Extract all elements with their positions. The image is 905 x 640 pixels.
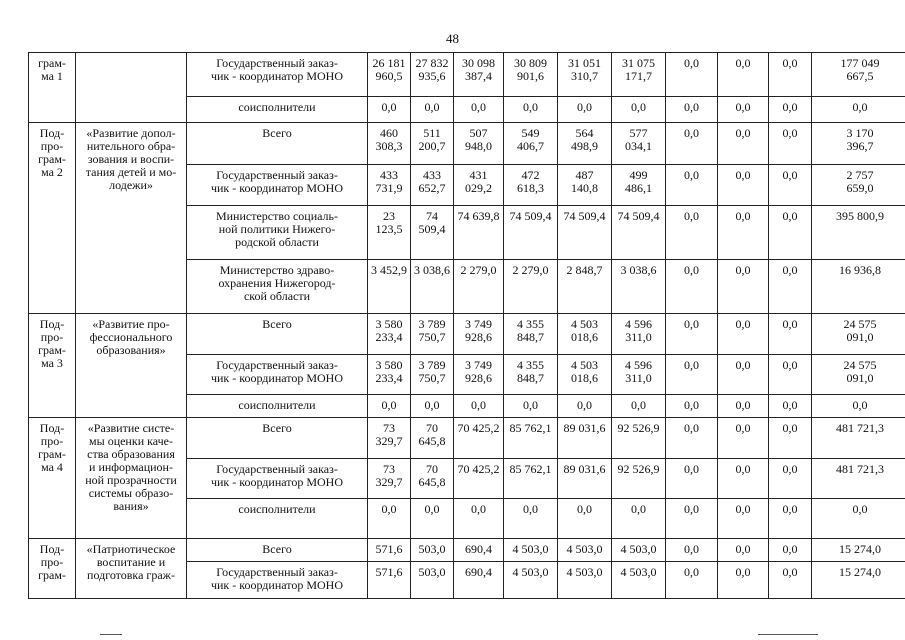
value-cell: 0,0 xyxy=(718,123,769,165)
executor-cell: Государственный заказ- чик - координатор МОНО xyxy=(187,459,368,499)
value-cell: 0,0 xyxy=(368,499,411,539)
value-cell: 472 618,3 xyxy=(504,165,558,206)
value-cell: 0,0 xyxy=(558,395,612,418)
table-row xyxy=(29,418,905,459)
value-cell: 0,0 xyxy=(769,97,812,123)
value-cell: 16 936,8 xyxy=(812,260,905,314)
subprogram-cell: грам- ма 1 xyxy=(29,53,76,123)
subprogram-cell: Под- про- грам- ма 2 xyxy=(29,123,76,314)
value-cell: 0,0 xyxy=(368,395,411,418)
value-cell: 0,0 xyxy=(666,97,718,123)
value-cell: 0,0 xyxy=(769,314,812,355)
value-cell: 0,0 xyxy=(769,53,812,97)
value-cell: 0,0 xyxy=(666,539,718,562)
value-cell: 4 503 018,6 xyxy=(558,314,612,355)
subprogram-name-cell: «Развитие про- фессионального образования» xyxy=(76,314,187,418)
value-cell: 24 575 091,0 xyxy=(812,355,905,395)
value-cell: 0,0 xyxy=(666,123,718,165)
value-cell: 0,0 xyxy=(504,97,558,123)
table-row xyxy=(29,314,905,355)
subprogram-name-cell: «Развитие допол- нительного обра- зования и воспи- тания детей и мо- лодежи» xyxy=(76,123,187,314)
value-cell: 23 123,5 xyxy=(368,206,411,260)
value-cell: 4 503,0 xyxy=(558,562,612,599)
value-cell: 499 486,1 xyxy=(612,165,666,206)
value-cell: 0,0 xyxy=(769,260,812,314)
subprogram-name-cell: «Патриотическое воспитание и подготовка граж- xyxy=(76,539,187,599)
executor-cell: Государственный заказ- чик - координатор МОНО xyxy=(187,562,368,599)
value-cell: 0,0 xyxy=(666,260,718,314)
value-cell: 92 526,9 xyxy=(612,418,666,459)
subprogram-cell: Под- про- грам- ма 4 xyxy=(29,418,76,539)
value-cell: 0,0 xyxy=(666,206,718,260)
value-cell: 0,0 xyxy=(718,355,769,395)
value-cell: 0,0 xyxy=(812,395,905,418)
value-cell: 3 749 928,6 xyxy=(454,355,504,395)
value-cell: 4 503,0 xyxy=(504,562,558,599)
value-cell: 564 498,9 xyxy=(558,123,612,165)
value-cell: 89 031,6 xyxy=(558,418,612,459)
value-cell: 0,0 xyxy=(718,562,769,599)
value-cell: 4 503,0 xyxy=(504,539,558,562)
value-cell: 0,0 xyxy=(769,418,812,459)
value-cell: 0,0 xyxy=(769,539,812,562)
table-row xyxy=(29,539,905,562)
value-cell: 3 170 396,7 xyxy=(812,123,905,165)
value-cell: 433 731,9 xyxy=(368,165,411,206)
value-cell: 0,0 xyxy=(718,206,769,260)
executor-cell: Всего xyxy=(187,123,368,165)
value-cell: 4 355 848,7 xyxy=(504,314,558,355)
value-cell: 2 848,7 xyxy=(558,260,612,314)
value-cell: 2 757 659,0 xyxy=(812,165,905,206)
value-cell: 85 762,1 xyxy=(504,459,558,499)
value-cell: 0,0 xyxy=(411,395,454,418)
subprogram-cell: Под- про- грам- ма 3 xyxy=(29,314,76,418)
budget-table-body xyxy=(29,53,905,599)
value-cell: 31 075 171,7 xyxy=(612,53,666,97)
value-cell: 549 406,7 xyxy=(504,123,558,165)
executor-cell: Министерство здраво- охранения Нижегород- ской области xyxy=(187,260,368,314)
value-cell: 0,0 xyxy=(612,395,666,418)
subprogram-cell: Под- про- грам- xyxy=(29,539,76,599)
value-cell: 0,0 xyxy=(812,97,905,123)
value-cell: 0,0 xyxy=(718,260,769,314)
value-cell: 177 049 667,5 xyxy=(812,53,905,97)
value-cell: 0,0 xyxy=(666,459,718,499)
value-cell: 503,0 xyxy=(411,539,454,562)
value-cell: 0,0 xyxy=(666,165,718,206)
value-cell: 571,6 xyxy=(368,539,411,562)
subprogram-name-cell: «Развитие систе- мы оценки каче- ства образования и информацион- ной прозрачности системы образо- вания» xyxy=(76,418,187,539)
value-cell: 89 031,6 xyxy=(558,459,612,499)
page-bottom-marks xyxy=(0,634,905,636)
value-cell: 0,0 xyxy=(612,97,666,123)
executor-cell: Государственный заказ- чик - координатор МОНО xyxy=(187,53,368,97)
value-cell: 0,0 xyxy=(769,165,812,206)
executor-cell: Всего xyxy=(187,314,368,355)
table-row xyxy=(29,53,905,97)
value-cell: 3 789 750,7 xyxy=(411,314,454,355)
value-cell: 0,0 xyxy=(666,395,718,418)
value-cell: 15 274,0 xyxy=(812,539,905,562)
value-cell: 0,0 xyxy=(812,499,905,539)
value-cell: 395 800,9 xyxy=(812,206,905,260)
value-cell: 3 749 928,6 xyxy=(454,314,504,355)
value-cell: 4 503,0 xyxy=(558,539,612,562)
value-cell: 0,0 xyxy=(769,395,812,418)
value-cell: 73 329,7 xyxy=(368,459,411,499)
value-cell: 3 038,6 xyxy=(411,260,454,314)
value-cell: 26 181 960,5 xyxy=(368,53,411,97)
value-cell: 503,0 xyxy=(411,562,454,599)
subprogram-name-cell xyxy=(76,53,187,123)
value-cell: 3 580 233,4 xyxy=(368,314,411,355)
value-cell: 70 645,8 xyxy=(411,418,454,459)
executor-cell: соисполнители xyxy=(187,499,368,539)
value-cell: 0,0 xyxy=(718,539,769,562)
value-cell: 0,0 xyxy=(504,395,558,418)
value-cell: 690,4 xyxy=(454,562,504,599)
value-cell: 481 721,3 xyxy=(812,459,905,499)
value-cell: 74 509,4 xyxy=(558,206,612,260)
page-number: 48 xyxy=(446,31,459,46)
value-cell: 70 425,2 xyxy=(454,459,504,499)
value-cell: 0,0 xyxy=(454,395,504,418)
value-cell: 433 652,7 xyxy=(411,165,454,206)
executor-cell: Всего xyxy=(187,418,368,459)
value-cell: 3 038,6 xyxy=(612,260,666,314)
value-cell: 0,0 xyxy=(666,314,718,355)
value-cell: 0,0 xyxy=(718,418,769,459)
value-cell: 0,0 xyxy=(718,499,769,539)
value-cell: 0,0 xyxy=(769,459,812,499)
value-cell: 0,0 xyxy=(769,206,812,260)
value-cell: 4 503,0 xyxy=(612,539,666,562)
value-cell: 74 509,4 xyxy=(411,206,454,260)
executor-cell: Министерство социаль- ной политики Нижего- родской области xyxy=(187,206,368,260)
value-cell: 0,0 xyxy=(718,314,769,355)
value-cell: 0,0 xyxy=(718,459,769,499)
value-cell: 2 279,0 xyxy=(454,260,504,314)
value-cell: 4 596 311,0 xyxy=(612,355,666,395)
value-cell: 0,0 xyxy=(411,97,454,123)
value-cell: 0,0 xyxy=(558,499,612,539)
value-cell: 4 596 311,0 xyxy=(612,314,666,355)
value-cell: 0,0 xyxy=(769,355,812,395)
value-cell: 0,0 xyxy=(368,97,411,123)
value-cell: 73 329,7 xyxy=(368,418,411,459)
value-cell: 431 029,2 xyxy=(454,165,504,206)
value-cell: 0,0 xyxy=(612,499,666,539)
value-cell: 70 645,8 xyxy=(411,459,454,499)
value-cell: 0,0 xyxy=(718,165,769,206)
value-cell: 0,0 xyxy=(454,97,504,123)
value-cell: 571,6 xyxy=(368,562,411,599)
value-cell: 31 051 310,7 xyxy=(558,53,612,97)
value-cell: 4 355 848,7 xyxy=(504,355,558,395)
value-cell: 15 274,0 xyxy=(812,562,905,599)
value-cell: 577 034,1 xyxy=(612,123,666,165)
value-cell: 0,0 xyxy=(769,562,812,599)
value-cell: 4 503,0 xyxy=(612,562,666,599)
budget-table xyxy=(28,52,905,599)
value-cell: 2 279,0 xyxy=(504,260,558,314)
value-cell: 0,0 xyxy=(454,499,504,539)
value-cell: 30 098 387,4 xyxy=(454,53,504,97)
value-cell: 0,0 xyxy=(666,53,718,97)
value-cell: 460 308,3 xyxy=(368,123,411,165)
table-row xyxy=(29,123,905,165)
value-cell: 0,0 xyxy=(769,123,812,165)
executor-cell: Всего xyxy=(187,539,368,562)
value-cell: 0,0 xyxy=(666,562,718,599)
value-cell: 507 948,0 xyxy=(454,123,504,165)
value-cell: 0,0 xyxy=(666,418,718,459)
value-cell: 0,0 xyxy=(666,499,718,539)
value-cell: 690,4 xyxy=(454,539,504,562)
value-cell: 3 789 750,7 xyxy=(411,355,454,395)
value-cell: 92 526,9 xyxy=(612,459,666,499)
value-cell: 74 509,4 xyxy=(612,206,666,260)
value-cell: 0,0 xyxy=(504,499,558,539)
value-cell: 0,0 xyxy=(718,53,769,97)
value-cell: 4 503 018,6 xyxy=(558,355,612,395)
value-cell: 0,0 xyxy=(558,97,612,123)
value-cell: 0,0 xyxy=(769,499,812,539)
value-cell: 0,0 xyxy=(718,97,769,123)
value-cell: 481 721,3 xyxy=(812,418,905,459)
value-cell: 74 509,4 xyxy=(504,206,558,260)
value-cell: 3 580 233,4 xyxy=(368,355,411,395)
value-cell: 0,0 xyxy=(718,395,769,418)
value-cell: 85 762,1 xyxy=(504,418,558,459)
executor-cell: Государственный заказ- чик - координатор МОНО xyxy=(187,355,368,395)
value-cell: 0,0 xyxy=(666,355,718,395)
value-cell: 24 575 091,0 xyxy=(812,314,905,355)
value-cell: 487 140,8 xyxy=(558,165,612,206)
executor-cell: Государственный заказ- чик - координатор МОНО xyxy=(187,165,368,206)
executor-cell: соисполнители xyxy=(187,97,368,123)
value-cell: 3 452,9 xyxy=(368,260,411,314)
executor-cell: соисполнители xyxy=(187,395,368,418)
value-cell: 74 639,8 xyxy=(454,206,504,260)
value-cell: 0,0 xyxy=(411,499,454,539)
value-cell: 511 200,7 xyxy=(411,123,454,165)
value-cell: 70 425,2 xyxy=(454,418,504,459)
value-cell: 27 832 935,6 xyxy=(411,53,454,97)
value-cell: 30 809 901,6 xyxy=(504,53,558,97)
